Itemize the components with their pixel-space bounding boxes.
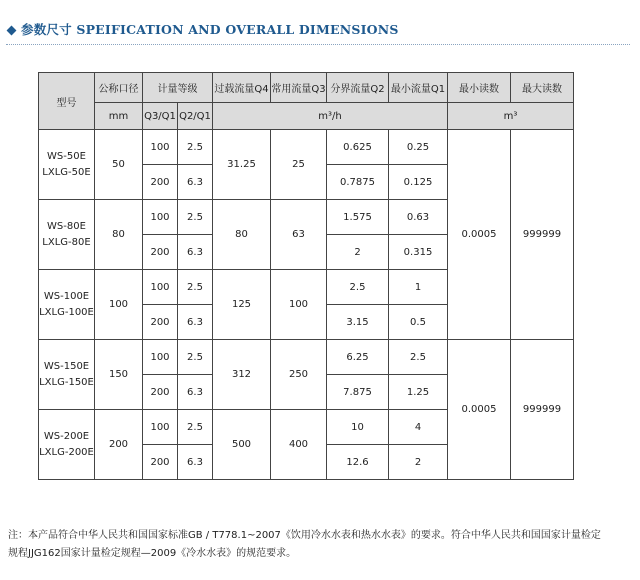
header-model: 型号 bbox=[39, 73, 95, 130]
header-min-reading: 最小读数 bbox=[448, 73, 511, 103]
footnote bbox=[8, 527, 628, 563]
header-nominal-diameter: 公称口径 bbox=[95, 73, 143, 103]
transitional-flow-cell: 6.25 bbox=[327, 340, 389, 375]
model-cell bbox=[39, 410, 95, 480]
max-reading-cell: 999999 bbox=[511, 130, 574, 340]
header-metering-class: 计量等级 bbox=[143, 73, 213, 103]
unit-flow: m³/h bbox=[213, 103, 448, 130]
header-row bbox=[39, 73, 574, 103]
diameter-cell: 200 bbox=[95, 410, 143, 480]
q3-q1-cell: 100 bbox=[143, 200, 178, 235]
overload-flow-cell: 500 bbox=[213, 410, 271, 480]
model-cell bbox=[39, 200, 95, 270]
minimum-flow-cell: 1.25 bbox=[389, 375, 448, 410]
permanent-flow-cell: 63 bbox=[271, 200, 327, 270]
model-cell bbox=[39, 130, 95, 200]
table-row bbox=[39, 130, 574, 165]
transitional-flow-cell: 7.875 bbox=[327, 375, 389, 410]
transitional-flow-cell: 3.15 bbox=[327, 305, 389, 340]
minimum-flow-cell: 2.5 bbox=[389, 340, 448, 375]
spec-table bbox=[38, 72, 574, 480]
diameter-cell: 80 bbox=[95, 200, 143, 270]
q3-q1-cell: 100 bbox=[143, 410, 178, 445]
diameter-cell: 100 bbox=[95, 270, 143, 340]
table-row bbox=[39, 340, 574, 375]
diamond-icon bbox=[7, 25, 17, 35]
min-reading-cell: 0.0005 bbox=[448, 130, 511, 340]
transitional-flow-cell: 0.7875 bbox=[327, 165, 389, 200]
q3-q1-cell: 100 bbox=[143, 340, 178, 375]
q3-q1-cell: 200 bbox=[143, 445, 178, 480]
q3-q1-cell: 200 bbox=[143, 165, 178, 200]
overload-flow-cell: 312 bbox=[213, 340, 271, 410]
unit-q2-q1: Q2/Q1 bbox=[178, 103, 213, 130]
transitional-flow-cell: 10 bbox=[327, 410, 389, 445]
title-divider bbox=[6, 44, 630, 45]
overload-flow-cell: 80 bbox=[213, 200, 271, 270]
q2-q1-cell: 2.5 bbox=[178, 200, 213, 235]
minimum-flow-cell: 1 bbox=[389, 270, 448, 305]
model-name-alt: LXLG-80E bbox=[42, 236, 91, 248]
q3-q1-cell: 100 bbox=[143, 270, 178, 305]
model-name: WS-150E bbox=[43, 360, 90, 372]
q2-q1-cell: 2.5 bbox=[178, 410, 213, 445]
model-name-alt: LXLG-50E bbox=[42, 166, 91, 178]
model-name-alt: LXLG-200E bbox=[39, 446, 94, 458]
minimum-flow-cell: 2 bbox=[389, 445, 448, 480]
transitional-flow-cell: 12.6 bbox=[327, 445, 389, 480]
minimum-flow-cell: 0.5 bbox=[389, 305, 448, 340]
unit-diameter: mm bbox=[95, 103, 143, 130]
permanent-flow-cell: 400 bbox=[271, 410, 327, 480]
minimum-flow-cell: 0.315 bbox=[389, 235, 448, 270]
model-name-alt: LXLG-150E bbox=[39, 376, 94, 388]
q3-q1-cell: 100 bbox=[143, 130, 178, 165]
diameter-cell: 150 bbox=[95, 340, 143, 410]
min-reading-cell: 0.0005 bbox=[448, 340, 511, 480]
max-reading-cell: 999999 bbox=[511, 340, 574, 480]
footnote-line-2: 规程JJG162国家计量检定规程—2009《冷水水表》的规范要求。 bbox=[8, 548, 297, 559]
q3-q1-cell: 200 bbox=[143, 375, 178, 410]
q2-q1-cell: 6.3 bbox=[178, 375, 213, 410]
unit-reading: m³ bbox=[448, 103, 574, 130]
transitional-flow-cell: 2.5 bbox=[327, 270, 389, 305]
spec-table-body bbox=[39, 73, 574, 480]
q2-q1-cell: 6.3 bbox=[178, 445, 213, 480]
overload-flow-cell: 125 bbox=[213, 270, 271, 340]
q2-q1-cell: 6.3 bbox=[178, 305, 213, 340]
minimum-flow-cell: 0.125 bbox=[389, 165, 448, 200]
q2-q1-cell: 6.3 bbox=[178, 235, 213, 270]
footnote-line-1: 注：本产品符合中华人民共和国国家标准GB / T778.1~2007《饮用冷水水表和热水水表》的要求。符合中华人民共和国国家计量检定 bbox=[8, 530, 601, 541]
q2-q1-cell: 2.5 bbox=[178, 340, 213, 375]
minimum-flow-cell: 0.25 bbox=[389, 130, 448, 165]
model-name: WS-50E bbox=[47, 150, 86, 162]
unit-q3-q1: Q3/Q1 bbox=[143, 103, 178, 130]
permanent-flow-cell: 100 bbox=[271, 270, 327, 340]
permanent-flow-cell: 25 bbox=[271, 130, 327, 200]
q3-q1-cell: 200 bbox=[143, 305, 178, 340]
permanent-flow-cell: 250 bbox=[271, 340, 327, 410]
section-title: 参数尺寸 SPEIFICATION AND OVERALL DIMENSIONS bbox=[6, 20, 399, 38]
units-row bbox=[39, 103, 574, 130]
model-name-alt: LXLG-100E bbox=[39, 306, 94, 318]
q2-q1-cell: 2.5 bbox=[178, 130, 213, 165]
q2-q1-cell: 6.3 bbox=[178, 165, 213, 200]
header-minimum-flow: 最小流量Q1 bbox=[389, 73, 448, 103]
transitional-flow-cell: 2 bbox=[327, 235, 389, 270]
header-max-reading: 最大读数 bbox=[511, 73, 574, 103]
minimum-flow-cell: 0.63 bbox=[389, 200, 448, 235]
model-name: WS-80E bbox=[47, 220, 86, 232]
header-permanent-flow: 常用流量Q3 bbox=[271, 73, 327, 103]
header-overload-flow: 过载流量Q4 bbox=[213, 73, 271, 103]
model-name: WS-200E bbox=[43, 430, 90, 442]
transitional-flow-cell: 0.625 bbox=[327, 130, 389, 165]
transitional-flow-cell: 1.575 bbox=[327, 200, 389, 235]
q3-q1-cell: 200 bbox=[143, 235, 178, 270]
header-transitional-flow: 分界流量Q2 bbox=[327, 73, 389, 103]
minimum-flow-cell: 4 bbox=[389, 410, 448, 445]
model-cell bbox=[39, 340, 95, 410]
q2-q1-cell: 2.5 bbox=[178, 270, 213, 305]
diameter-cell: 50 bbox=[95, 130, 143, 200]
overload-flow-cell: 31.25 bbox=[213, 130, 271, 200]
model-cell bbox=[39, 270, 95, 340]
model-name: WS-100E bbox=[43, 290, 90, 302]
